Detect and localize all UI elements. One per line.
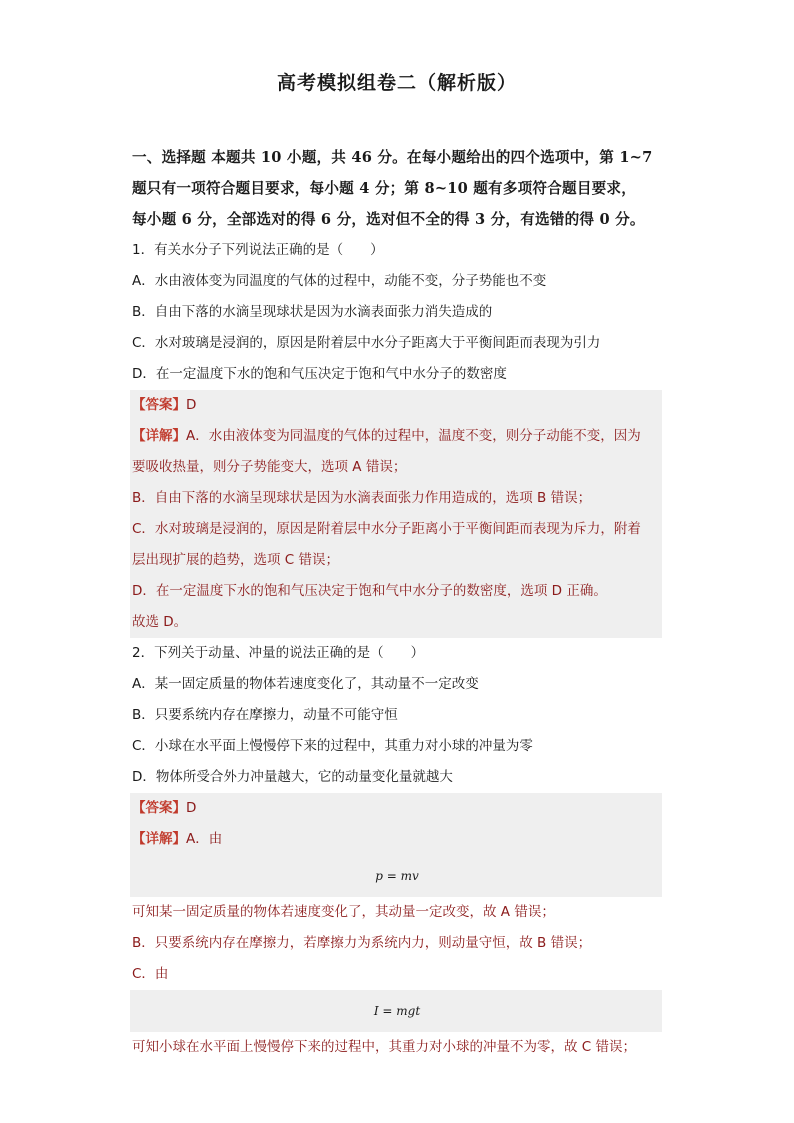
- question-1-answer: [132, 390, 662, 421]
- question-2-formula-block: [130, 990, 662, 1032]
- question-1-stem: 1．有关水分子下列说法正确的是（ ）: [132, 242, 384, 258]
- answer-tag: 【答案】: [132, 800, 186, 816]
- detail-text: A．由: [186, 831, 223, 847]
- section-line: 每小题 6 分，全部选对的得 6 分，选对但不全的得 3 分，有选错的得 0 分。: [132, 211, 645, 228]
- question-1-detail-line: C．水对玻璃是浸润的，原因是附着层中水分子距离小于平衡间距而表现为斥力，附着: [132, 521, 641, 537]
- section-heading: [132, 142, 662, 235]
- question-2-answer: [132, 793, 662, 824]
- detail-text: A．水由液体变为同温度的气体的过程中，温度不变，则分子动能不变，因为: [186, 428, 641, 444]
- question-1-detail-line: D．在一定温度下水的饱和气压决定于饱和气中水分子的数密度，选项 D 正确。: [132, 583, 607, 599]
- question-2-detail-line: 可知某一固定质量的物体若速度变化了，其动量一定改变，故 A 错误；: [132, 904, 555, 920]
- page-title: 高考模拟组卷二（解析版）: [276, 72, 517, 94]
- question-2-option-c: C．小球在水平面上慢慢停下来的过程中，其重力对小球的冲量为零: [132, 738, 533, 754]
- question-2-detail-line: C．由: [132, 966, 169, 982]
- detail-tag: 【详解】: [132, 428, 186, 444]
- formula-impulse: I = mgt: [373, 1004, 421, 1018]
- answer-tag: 【答案】: [132, 397, 186, 413]
- question-2-detail-line: [132, 824, 662, 855]
- question-2-option-d: D．物体所受合外力冲量越大，它的动量变化量就越大: [132, 769, 453, 785]
- answer-value: D: [186, 800, 197, 816]
- question-2-option-b: B．只要系统内存在摩擦力，动量不可能守恒: [132, 707, 398, 723]
- question-2-detail-line: 可知小球在水平面上慢慢停下来的过程中，其重力对小球的冲量不为零，故 C 错误；: [132, 1039, 637, 1055]
- question-1-solution-block: [130, 390, 662, 638]
- question-1-option-c: C．水对玻璃是浸润的，原因是附着层中水分子距离大于平衡间距而表现为引力: [132, 335, 601, 351]
- document-body: [132, 142, 662, 1063]
- question-2-stem: 2．下列关于动量、冲量的说法正确的是（ ）: [132, 645, 425, 661]
- question-1-detail-line: 层出现扩展的趋势，选项 C 错误；: [132, 552, 340, 568]
- formula-momentum: p = mv: [375, 869, 419, 883]
- question-1-detail-line: 要吸收热量，则分子势能变大，选项 A 错误；: [132, 459, 407, 475]
- answer-value: D: [186, 397, 197, 413]
- section-line: 题只有一项符合题目要求，每小题 4 分；第 8~10 题有多项符合题目要求，: [132, 180, 636, 197]
- question-1-detail-line: 故选 D。: [132, 614, 188, 630]
- question-1-option-b: B．自由下落的水滴呈现球状是因为水滴表面张力消失造成的: [132, 304, 493, 320]
- question-2-detail-line: B．只要系统内存在摩擦力，若摩擦力为系统内力，则动量守恒，故 B 错误；: [132, 935, 592, 951]
- question-2-answer-block: [130, 793, 662, 897]
- section-line: 一、选择题 本题共 10 小题，共 46 分。在每小题给出的四个选项中，第 1~7: [132, 149, 653, 166]
- detail-tag: 【详解】: [132, 831, 186, 847]
- question-1-detail-line: B．自由下落的水滴呈现球状是因为水滴表面张力作用造成的，选项 B 错误；: [132, 490, 592, 506]
- question-2-option-a: A．某一固定质量的物体若速度变化了，其动量不一定改变: [132, 676, 479, 692]
- question-1-detail-line: [132, 421, 662, 452]
- question-1-option-a: A．水由液体变为同温度的气体的过程中，动能不变，分子势能也不变: [132, 273, 547, 289]
- question-1-option-d: D．在一定温度下水的饱和气压决定于饱和气中水分子的数密度: [132, 366, 507, 382]
